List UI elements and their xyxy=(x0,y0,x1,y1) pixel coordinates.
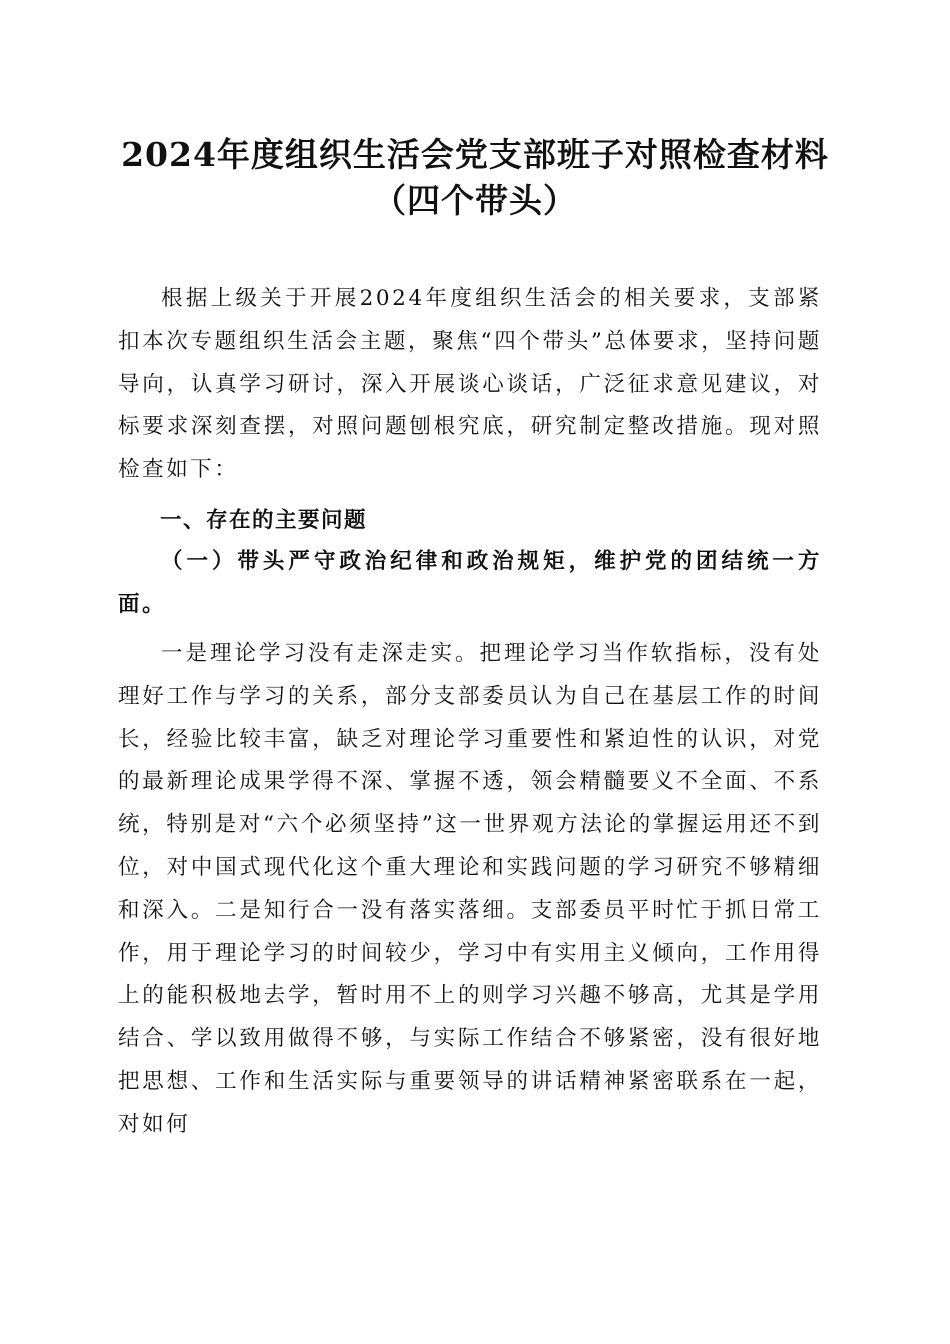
document-title: 2024年度组织生活会党支部班子对照检查材料（四个带头） xyxy=(121,135,829,220)
section-heading: 一、存在的主要问题 xyxy=(160,508,368,533)
body-paragraph: 一是理论学习没有走深走实。把理论学习当作软指标，没有处理好工作与学习的关系，部分支部委员认为自己在基层工作的时间长，经验比较丰富，缺乏对理论学习重要性和紧迫性的认识，对党的最新理论成果学得不深、掌握不透，领会精髓要义不全面、不系统，特别是对“六个必须坚持”这一世界观方法论的掌握运用还不到位，对中国式现代化这个重大理论和实践问题的学习研究不够精细和深入。二是知行合一没有落实落细。支部委员平时忙于抓日常工作，用于理论学习的时间较少，学习中有实用主义倾向，工作用得上的能积极地去学，暂时用不上的则学习兴趣不够高，尤其是学用结合、学以致用做得不够，与实际工作结合不够紧密，没有很好地把思想、工作和生活实际与重要领导的讲话精神紧密联系在一起，对如何 xyxy=(118,641,822,1137)
intro-paragraph: 根据上级关于开展2024年度组织生活会的相关要求，支部紧扣本次专题组织生活会主题，聚焦“四个带头”总体要求，坚持问题导向，认真学习研讨，深入开展谈心谈话，广泛征求意见建议，对标要求深刻查摆，对照问题刨根究底，研究制定整改措施。现对照检查如下： xyxy=(118,286,822,483)
subsection-heading: （一）带头严守政治纪律和政治规矩，维护党的团结统一方面。 xyxy=(118,549,822,617)
